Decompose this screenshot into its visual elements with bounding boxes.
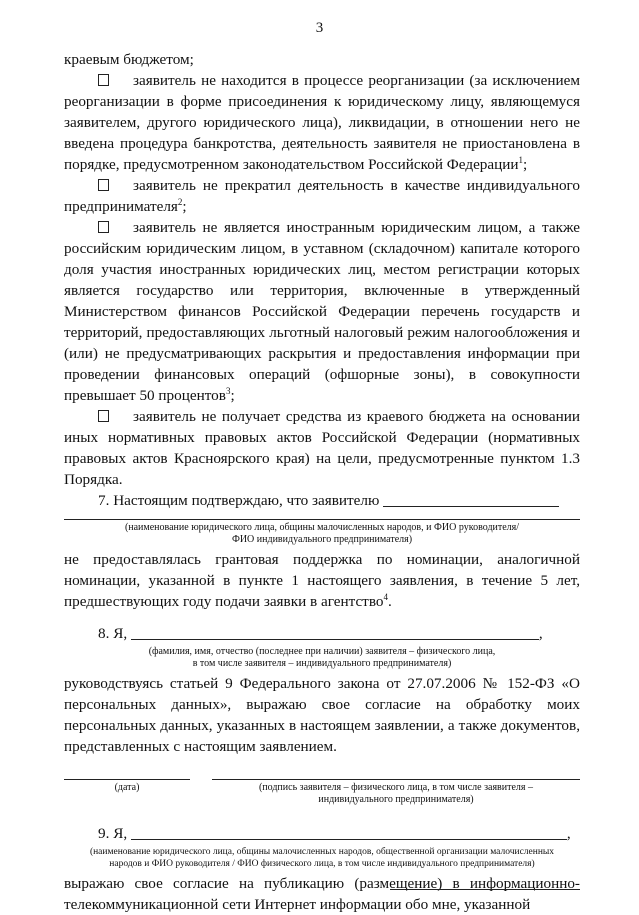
paragraph-intro: краевым бюджетом; — [64, 51, 194, 68]
checkbox-icon[interactable] — [98, 179, 109, 191]
section-9-text: выражаю свое согласие на публикацию (размещение) в информационно-телекоммуникационной сети Интернет информации обо мне, указанной — [64, 875, 580, 913]
footnote-ref: 2 — [177, 197, 183, 207]
condition-item-1: заявитель не находится в процессе реорганизации (за исключением реорганизации в форме присоединения к юридическому лицу, являющемуся заявителем, другого юридического лица), ликвидации, в отношении него не введена процедура банкротства, деятельность заявителя не приостановлена в порядке, предусмотренном законодательством Российской Федерации$^1$; — [64, 72, 580, 173]
section-7-lead: 7. Настоящим подтверждаю, что заявителю — [64, 490, 580, 511]
checkbox-icon[interactable] — [98, 221, 109, 233]
footnote-separator — [390, 889, 580, 890]
section-9-lead: 9. Я, , — [98, 825, 571, 842]
checkbox-icon[interactable] — [98, 410, 109, 422]
section-8-lead: 8. Я, , — [98, 625, 543, 642]
date-caption: (дата) — [114, 782, 140, 793]
section-8-field-caption: (фамилия, имя, отчество (последнее при наличии) заявителя – физического лица, в том числе заявителя – индивидуального предпринимателя) — [148, 646, 496, 669]
publication-subject-field[interactable] — [131, 825, 567, 840]
recipient-name-field[interactable] — [383, 492, 559, 507]
section-8-text: руководствуясь статьей 9 Федерального закона от 27.07.2006 № 152-ФЗ «О персональных данных», выражаю свое согласие на обработку моих персональных данных, указанных в настоящем заявлении, а также документов, представленных с настоящим заявлением. — [64, 675, 580, 755]
signature-caption: (подпись заявителя – физического лица, в том числе заявителя – индивидуального предпринимателя) — [258, 782, 534, 805]
footnote-ref: 1 — [518, 155, 524, 165]
signature-field[interactable] — [212, 778, 580, 809]
checkbox-icon[interactable] — [98, 74, 109, 86]
condition-item-2: заявитель не прекратил деятельность в качестве индивидуального предпринимателя$^2$; — [64, 177, 580, 215]
section-7-text: не предоставлялась грантовая поддержка по номинации, аналогичной номинации, указанной в пункте 1 настоящего заявления, в течение 5 лет, предшествующих году подачи заявки в агентство$^4$. — [64, 551, 580, 610]
section-7-field-caption: (наименование юридического лица, общины малочисленных народов, и ФИО руководителя/ ФИО индивидуального предпринимателя) — [124, 522, 520, 545]
signature-row — [64, 778, 580, 809]
condition-item-4: заявитель не получает средства из краевого бюджета на основании иных нормативных правовых актов Российской Федерации (нормативных правовых актов Красноярского края) на цели, предусмотренные пунктом 1.3 Порядка. — [64, 408, 580, 488]
document-body — [64, 49, 580, 915]
section-9-field-caption: (наименование юридического лица, общины малочисленных народов, общественной организации малочисленных народов и ФИО руководителя / ФИО физического лица, в том числе индивидуального предпринимателя) — [89, 847, 555, 869]
recipient-name-field-line[interactable] — [64, 513, 580, 520]
date-field[interactable] — [64, 778, 190, 809]
footnote-ref: 4 — [383, 592, 388, 602]
applicant-fullname-field[interactable] — [131, 625, 539, 640]
page-number: 3 — [315, 20, 324, 36]
condition-item-3: заявитель не является иностранным юридическим лицом, а также российским юридическим лицом, в уставном (складочном) капитале которого доля участия иностранных юридических лиц, местом регистрации которых является государство или территория, включенные в утвержденный Министерством финансов Российской Федерации перечень государств и территорий, предоставляющих льготный налоговый режим налогообложения и (или) не предусматривающих раскрытия и предоставления информации при проведении финансовых операций (офшорные зоны), в совокупности превышает 50 процентов$^3$; — [64, 219, 580, 404]
footnote-ref: 3 — [225, 386, 231, 396]
